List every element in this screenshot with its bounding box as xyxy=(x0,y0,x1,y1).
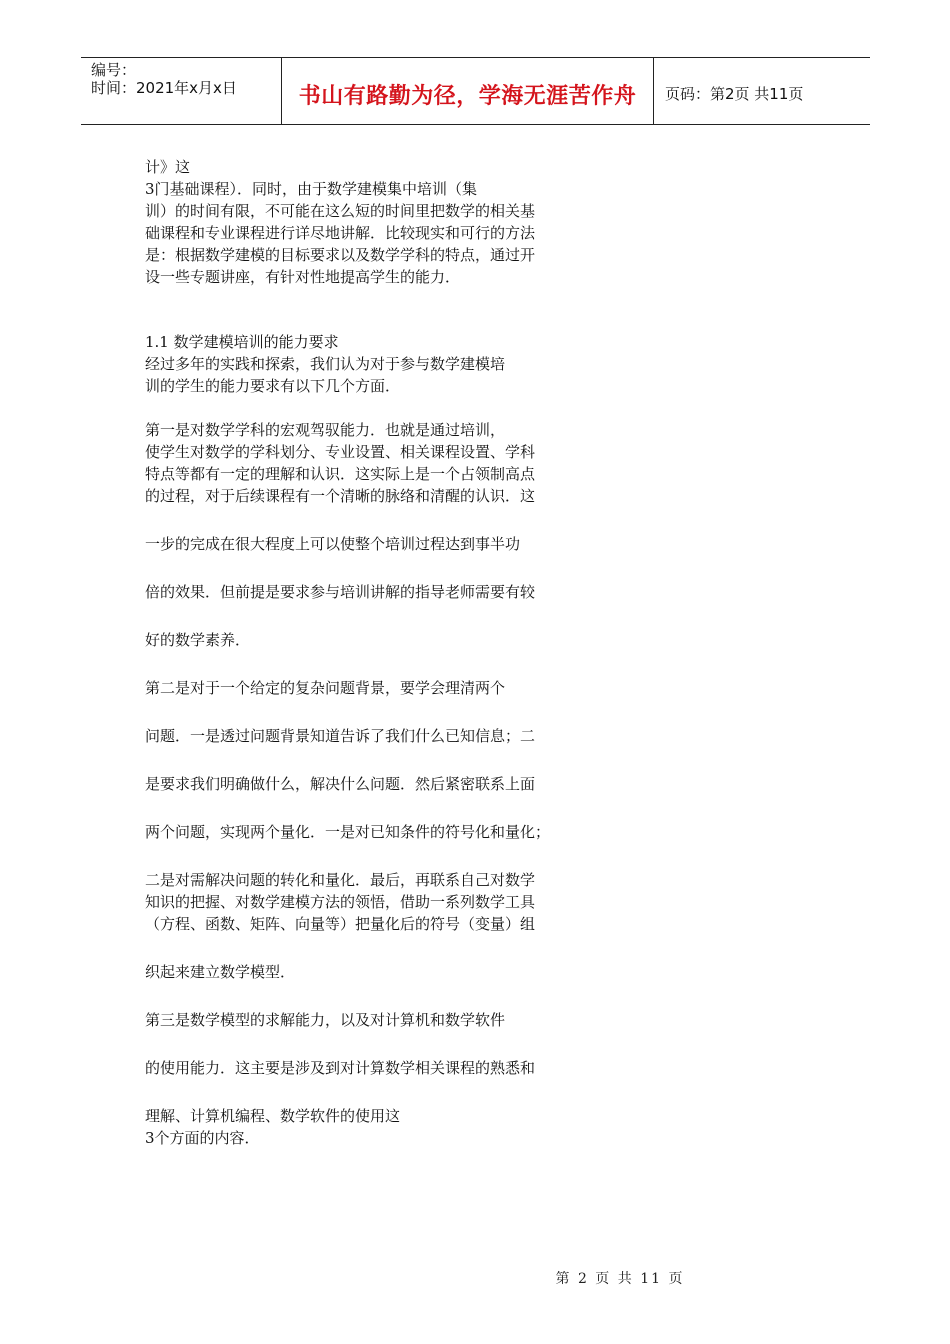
body-line: 二是对需解决问题的转化和量化．最后，再联系自己对数学 xyxy=(145,871,536,889)
body-line: 知识的把握、对数学建模方法的领悟，借助一系列数学工具 xyxy=(145,893,536,911)
spacer xyxy=(145,288,605,331)
body-line: 问题．一是透过问题背景知道告诉了我们什么已知信息；二 xyxy=(145,727,536,745)
body-line: 理解、计算机编程、数学软件的使用这 xyxy=(145,1107,401,1125)
header-motto: 书山有路勤为径，学海无涯苦作舟 xyxy=(282,58,654,124)
body-line: 训）的时间有限，不可能在这么短的时间里把数学的相关基 xyxy=(145,202,536,220)
body-line: 一步的完成在很大程度上可以使整个培训过程达到事半功 xyxy=(145,535,521,553)
spacer xyxy=(145,699,605,725)
body-line: 织起来建立数学模型． xyxy=(145,963,296,981)
document-number-label: 编号： xyxy=(91,61,137,79)
body-line: 础课程和专业课程进行详尽地讲解．比较现实和可行的方法 xyxy=(145,224,536,242)
body-line: 第一是对数学学科的宏观驾驭能力．也就是通过培训， xyxy=(145,421,506,439)
body-line: 第三是数学模型的求解能力，以及对计算机和数学软件 xyxy=(145,1011,506,1029)
body-line: 第二是对于一个给定的复杂问题背景，要学会理清两个 xyxy=(145,679,506,697)
section-heading: 1.1 数学建模培训的能力要求 xyxy=(145,333,339,351)
body-line: 是要求我们明确做什么，解决什么问题．然后紧密联系上面 xyxy=(145,775,536,793)
spacer xyxy=(145,651,605,677)
body-line: 设一些专题讲座，有针对性地提高学生的能力． xyxy=(145,268,461,286)
document-time-label: 时间：2021年x月x日 xyxy=(91,79,237,97)
header-meta xyxy=(81,58,282,124)
spacer xyxy=(145,843,605,869)
body-line: 使学生对数学的学科划分、专业设置、相关课程设置、学科 xyxy=(145,443,536,461)
body-line: 3门基础课程）．同时，由于数学建模集中培训（集 xyxy=(145,180,478,198)
body-line: 训的学生的能力要求有以下几个方面． xyxy=(145,377,401,395)
spacer xyxy=(145,603,605,629)
page-header xyxy=(81,57,870,125)
body-line: 3个方面的内容． xyxy=(145,1129,260,1147)
spacer xyxy=(145,795,605,821)
body-line: 倍的效果．但前提是要求参与培训讲解的指导老师需要有较 xyxy=(145,583,536,601)
spacer xyxy=(145,935,605,961)
page-footer: 第 2 页 共 11 页 xyxy=(555,1271,685,1287)
spacer xyxy=(145,1079,605,1105)
header-page-info: 页码：第2页 共11页 xyxy=(665,84,804,103)
body-line: 经过多年的实践和探索，我们认为对于参与数学建模培 xyxy=(145,355,506,373)
spacer xyxy=(145,983,605,1009)
body-line: 的使用能力．这主要是涉及到对计算数学相关课程的熟悉和 xyxy=(145,1059,536,1077)
body-line: （方程、函数、矩阵、向量等）把量化后的符号（变量）组 xyxy=(145,915,536,933)
spacer xyxy=(145,555,605,581)
body-line: 的过程，对于后续课程有一个清晰的脉络和清醒的认识．这 xyxy=(145,487,536,505)
body-line: 计》这 xyxy=(145,158,191,176)
body-line: 是：根据数学建模的目标要求以及数学学科的特点，通过开 xyxy=(145,246,536,264)
spacer xyxy=(145,397,605,419)
document-body xyxy=(145,156,605,1149)
body-line: 两个问题，实现两个量化．一是对已知条件的符号化和量化； xyxy=(145,823,551,841)
body-line: 好的数学素养． xyxy=(145,631,251,649)
spacer xyxy=(145,507,605,533)
body-line: 特点等都有一定的理解和认识．这实际上是一个占领制高点 xyxy=(145,465,536,483)
spacer xyxy=(145,1031,605,1057)
spacer xyxy=(145,747,605,773)
